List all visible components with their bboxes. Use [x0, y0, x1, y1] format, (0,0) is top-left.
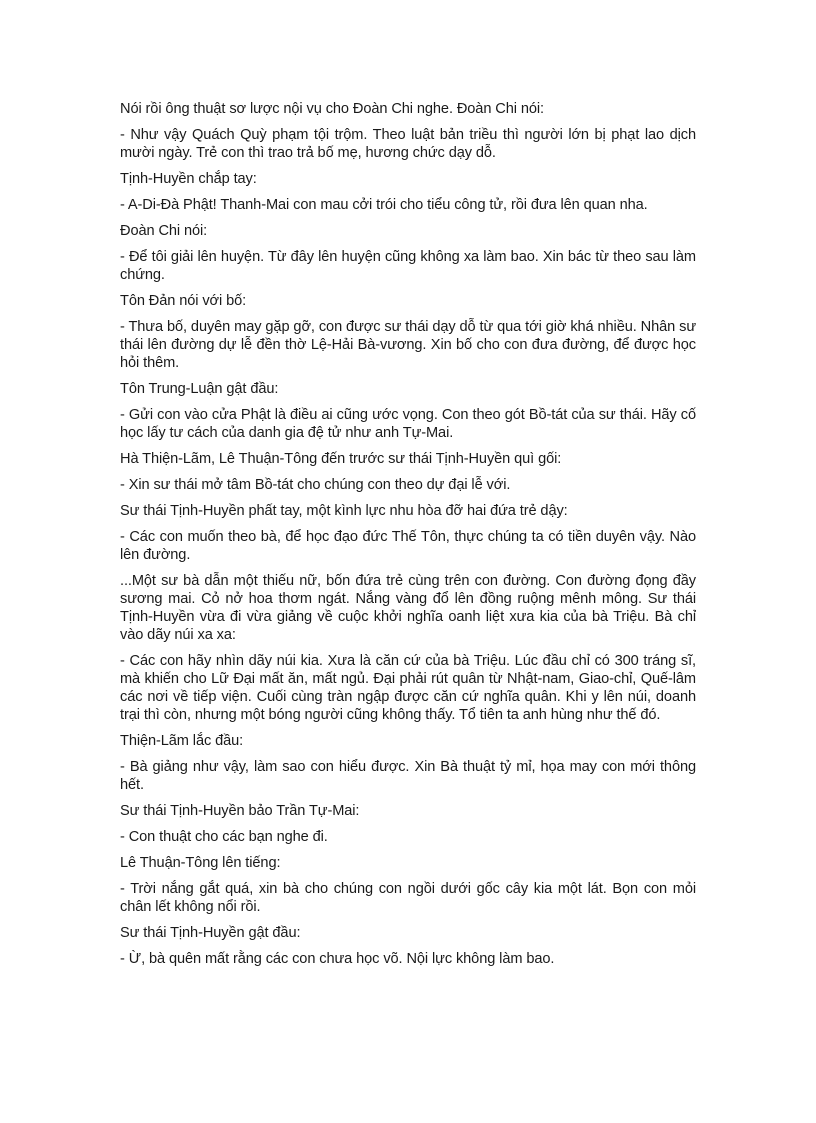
paragraph: ...Một sư bà dẫn một thiếu nữ, bốn đứa trẻ cùng trên con đường. Con đường đọng đầy sương mai. Cỏ nở hoa thơm ngát. Nắng vàng đổ lên đồng ruộng mênh mông. Sư thái Tịnh-Huyền vừa đi vừa giảng về cuộc khởi nghĩa oanh liệt xưa kia của bà Triệu. Bà chỉ vào dãy núi xa xa: — [120, 573, 696, 643]
paragraph: - Như vậy Quách Quỳ phạm tội trộm. Theo luật bản triều thì người lớn bị phạt lao dịch mười ngày. Trẻ con thì trao trả bố mẹ, hương chức dạy dỗ. — [120, 127, 696, 161]
paragraph: - Các con muốn theo bà, để học đạo đức Thế Tôn, thực chúng ta có tiền duyên vậy. Nào lên đường. — [120, 529, 696, 563]
document-page — [120, 100, 696, 976]
paragraph: - Trời nắng gắt quá, xin bà cho chúng con ngồi dưới gốc cây kia một lát. Bọn con mỏi chân lết không nổi rồi. — [120, 881, 696, 915]
paragraph: Tôn Đản nói với bố: — [120, 293, 247, 309]
paragraph: - Các con hãy nhìn dãy núi kia. Xưa là căn cứ của bà Triệu. Lúc đầu chỉ có 300 tráng sĩ, mà khiến cho Lữ Đại mất ăn, mất ngủ. Đại phải rút quân từ Nhật-nam, Giao-chỉ, Quế-lâm các nơi về tiếp viện. Cuối cùng tràn ngập được căn cứ nghĩa quân. Khi y lên núi, doanh trại thì còn, nhưng một bóng người cũng không thấy. Tổ tiên ta anh hùng như thế đó. — [120, 653, 696, 723]
paragraph: - Ừ, bà quên mất rằng các con chưa học võ. Nội lực không làm bao. — [120, 951, 555, 967]
paragraph: Sư thái Tịnh-Huyền gật đầu: — [120, 925, 301, 941]
paragraph: Hà Thiện-Lãm, Lê Thuận-Tông đến trước sư thái Tịnh-Huyền quì gối: — [120, 451, 562, 467]
paragraph: - Xin sư thái mở tâm Bồ-tát cho chúng con theo dự đại lễ với. — [120, 477, 511, 493]
paragraph: Thiện-Lãm lắc đầu: — [120, 733, 244, 749]
paragraph: Tịnh-Huyền chắp tay: — [120, 171, 257, 187]
paragraph: - Gửi con vào cửa Phật là điều ai cũng ước vọng. Con theo gót Bồ-tát của sư thái. Hãy cố học lấy tư cách của danh gia đệ tử như anh Tự-Mai. — [120, 407, 696, 441]
paragraph: - Thưa bố, duyên may gặp gỡ, con được sư thái dạy dỗ từ qua tới giờ khá nhiều. Nhân sư thái lên đường dự lễ đền thờ Lệ-Hải Bà-vương. Xin bố cho con đưa đường, để được học hỏi thêm. — [120, 319, 696, 371]
paragraph: - Bà giảng như vậy, làm sao con hiểu được. Xin Bà thuật tỷ mỉ, họa may con mới thông hết. — [120, 759, 696, 793]
paragraph: - Để tôi giải lên huyện. Từ đây lên huyện cũng không xa làm bao. Xin bác từ theo sau làm chứng. — [120, 249, 696, 283]
paragraph: - A-Di-Đà Phật! Thanh-Mai con mau cởi trói cho tiểu công tử, rồi đưa lên quan nha. — [120, 197, 648, 213]
paragraph: - Con thuật cho các bạn nghe đi. — [120, 829, 328, 845]
paragraph: Sư thái Tịnh-Huyền bảo Trần Tự-Mai: — [120, 803, 360, 819]
paragraph: Đoàn Chi nói: — [120, 223, 208, 239]
paragraph: Lê Thuận-Tông lên tiếng: — [120, 855, 281, 871]
paragraph: Sư thái Tịnh-Huyền phất tay, một kình lực nhu hòa đỡ hai đứa trẻ dậy: — [120, 503, 568, 519]
paragraph: Tôn Trung-Luận gật đầu: — [120, 381, 279, 397]
paragraph: Nói rồi ông thuật sơ lược nội vụ cho Đoàn Chi nghe. Đoàn Chi nói: — [120, 101, 544, 117]
